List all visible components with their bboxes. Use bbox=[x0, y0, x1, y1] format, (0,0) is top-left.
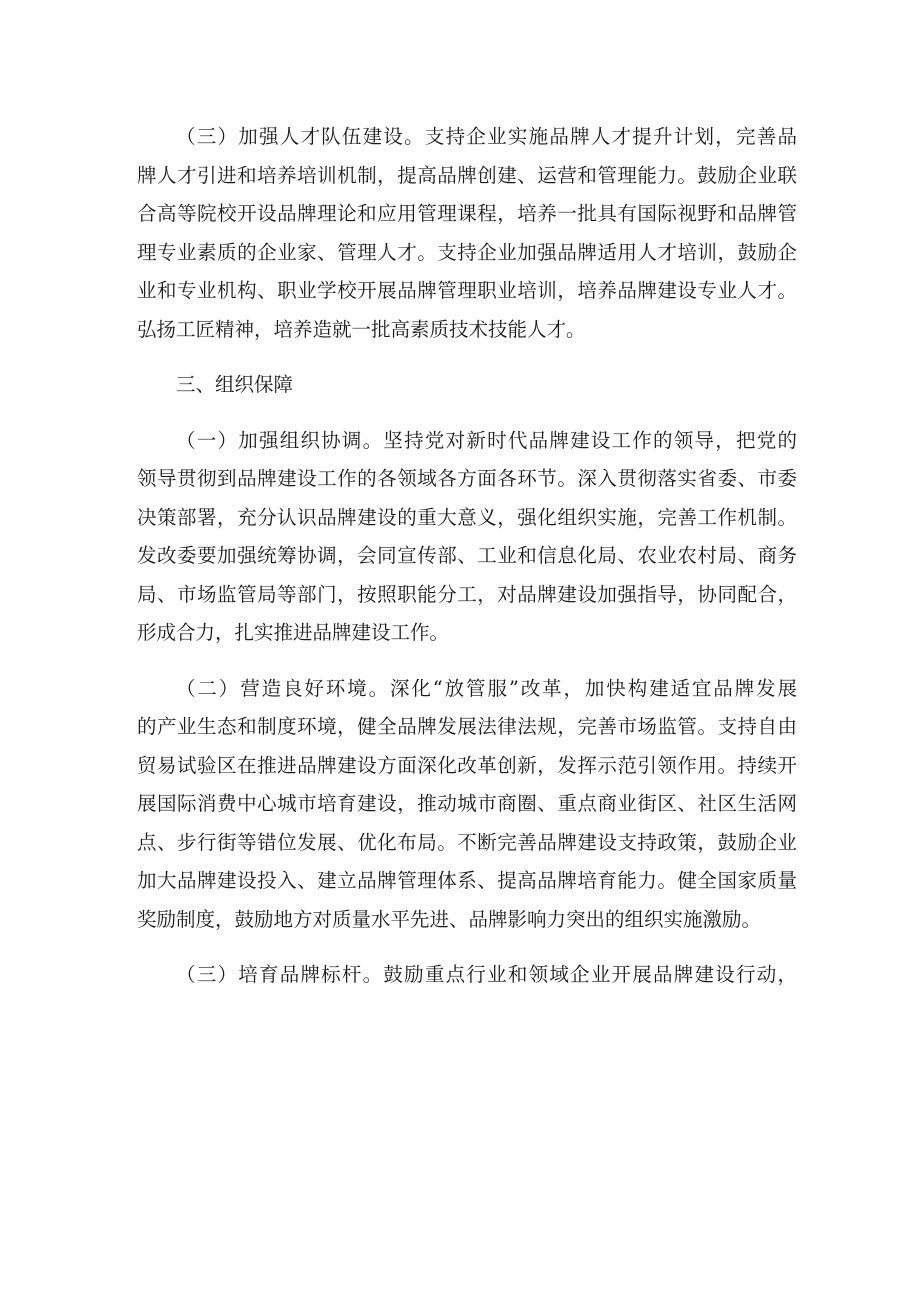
section-heading-organizational-guarantee bbox=[137, 366, 797, 405]
heading-text: 三、组织保障 bbox=[176, 373, 294, 396]
text-line: （三）培育品牌标杆。鼓励重点行业和领域企业开展品牌建设行动， bbox=[176, 963, 797, 986]
text-line: 发改委要加强统筹协调，会同宣传部、工业和信息化局、农业农村局、商务 bbox=[137, 544, 797, 567]
text-line: 决策部署，充分认识品牌建设的重大意义，强化组织实施，完善工作机制。 bbox=[137, 505, 797, 529]
text-line: 局、市场监管局等部门，按照职能分工，对品牌建设加强指导，协同配合， bbox=[137, 582, 797, 606]
paragraph-brand-benchmarks bbox=[137, 956, 797, 995]
text-line: （二）营造良好环境。深化“放管服”改革，加快构建适宜品牌发展 bbox=[176, 676, 797, 700]
paragraph-organizational-coordination bbox=[137, 422, 797, 653]
document-body bbox=[137, 118, 797, 1012]
text-line: 合高等院校开设品牌理论和应用管理课程，培养一批具有国际视野和品牌管 bbox=[137, 202, 797, 225]
text-line: 形成合力，扎实推进品牌建设工作。 bbox=[137, 621, 450, 644]
text-line: 加大品牌建设投入、建立品牌管理体系、提高品牌培育能力。健全国家质量 bbox=[137, 869, 797, 892]
text-line: 业和专业机构、职业学校开展品牌管理职业培训，培养品牌建设专业人才。 bbox=[137, 279, 797, 302]
text-line: 理专业素质的企业家、管理人才。支持企业加强品牌适用人才培训，鼓励企 bbox=[137, 240, 797, 264]
paragraph-talent-team bbox=[137, 118, 797, 349]
text-line: 贸易试验区在推进品牌建设方面深化改革创新，发挥示范引领作用。持续开 bbox=[137, 753, 797, 777]
text-line: 领导贯彻到品牌建设工作的各领域各方面各环节。深入贯彻落实省委、市委 bbox=[137, 467, 797, 490]
text-line: （一）加强组织协调。坚持党对新时代品牌建设工作的领导，把党的 bbox=[176, 428, 797, 452]
text-line: 牌人才引进和培养培训机制，提高品牌创建、运营和管理能力。鼓励企业联 bbox=[137, 163, 797, 187]
text-line: 的产业生态和制度环境，健全品牌发展法律法规，完善市场监管。支持自由 bbox=[137, 715, 797, 738]
text-line: 展国际消费中心城市培育建设，推动城市商圈、重点商业街区、社区生活网 bbox=[137, 792, 797, 815]
text-line: 点、步行街等错位发展、优化布局。不断完善品牌建设支持政策，鼓励企业 bbox=[137, 830, 797, 854]
text-line: （三）加强人才队伍建设。支持企业实施品牌人才提升计划，完善品 bbox=[176, 125, 797, 148]
text-line: 弘扬工匠精神，培养造就一批高素质技术技能人才。 bbox=[137, 317, 586, 341]
text-line: 奖励制度，鼓励地方对质量水平先进、品牌影响力突出的组织实施激励。 bbox=[137, 907, 762, 931]
paragraph-good-environment bbox=[137, 670, 797, 940]
